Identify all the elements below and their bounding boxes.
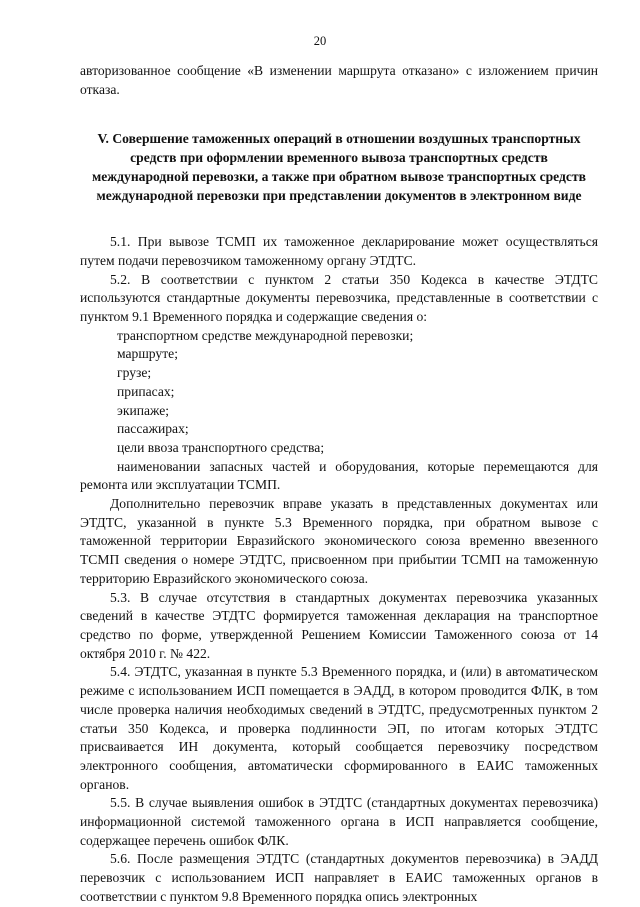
paragraph-additional: Дополнительно перевозчик вправе указать в представленных документах или ЭТДТС, указанной в пункте 5.3 Временного порядка, при обратном вывозе с таможенной территории Евразийского экономического союза временно ввезенного ТСМП сведения о номере ЭТДТС, присвоенном при прибытии ТСМП на таможенную территорию Евразийского экономического союза. <box>80 496 598 586</box>
paragraph-5-5: 5.5. В случае выявления ошибок в ЭТДТС (стандартных документах перевозчика) информационной системой таможенного органа в ИСП направляется сообщение, содержащее перечень ошибок ФЛК. <box>80 795 598 848</box>
list-item: грузе; <box>117 365 152 381</box>
paragraph-5-6: 5.6. После размещения ЭТДТС (стандартных документов перевозчика) в ЭАДД перевозчик с использованием ИСП направляет в ЕАИС таможенных органов в соответствии с пунктом 9.8 Временного порядка опись электронных <box>80 851 598 904</box>
list-item: маршруте; <box>117 346 178 362</box>
intro-paragraph: авторизованное сообщение «В изменении маршрута отказано» с изложением причин отказа. <box>80 63 598 97</box>
list-item: наименовании запасных частей и оборудования, которые перемещаются для ремонта или эксплуатации ТСМП. <box>80 458 598 493</box>
information-list <box>80 327 598 495</box>
page-number: 20 <box>313 34 327 48</box>
list-item: экипаже; <box>117 402 170 418</box>
paragraph-5-1: 5.1. При вывозе ТСМП их таможенное декларирование может осуществляться путем подачи перевозчиком таможенному органу ЭТДТС. <box>80 234 598 268</box>
paragraph-5-2: 5.2. В соответствии с пунктом 2 статьи 350 Кодекса в качестве ЭТДТС используются стандартные документы перевозчика, представленные в соответствии с пунктом 9.1 Временного порядка и содержащие сведения о: <box>80 271 598 325</box>
document-body <box>80 62 598 907</box>
list-item: транспортном средстве международной перевозки; <box>117 327 414 343</box>
list-item: цели ввоза транспортного средства; <box>117 439 325 455</box>
section-heading: V. Совершение таможенных операций в отношении воздушных транспортных средств при оформлении временного вывоза транспортных средств международной перевозки, а также при обратном вывозе транспортных средств международной перевозки при представлении документов в электронном виде <box>92 131 586 203</box>
list-item: припасах; <box>117 383 175 399</box>
paragraph-5-4: 5.4. ЭТДТС, указанная в пункте 5.3 Временного порядка, и (или) в автоматическом режиме с использованием ИСП помещается в ЭАДД, в котором проводится ФЛК, в том числе проверка наличия необходимых сведений в ЭТДТС, предусмотренных пунктом 2 статьи 350 Кодекса, и проверка подлинности ЭП, по итогам которых ЭТДТС присваивается ИН документа, который сообщается перевозчику посредством электронного сообщения, автоматически сформированного в ЕАИС таможенных органов. <box>80 664 598 792</box>
list-item: пассажирах; <box>117 421 189 437</box>
paragraph-5-3: 5.3. В случае отсутствия в стандартных документах перевозчика указанных сведений в качестве ЭТДТС формируется таможенная декларация на транспортное средство по форме, утвержденной Решением Комиссии Таможенного союза от 14 октября 2010 г. № 422. <box>80 589 598 661</box>
